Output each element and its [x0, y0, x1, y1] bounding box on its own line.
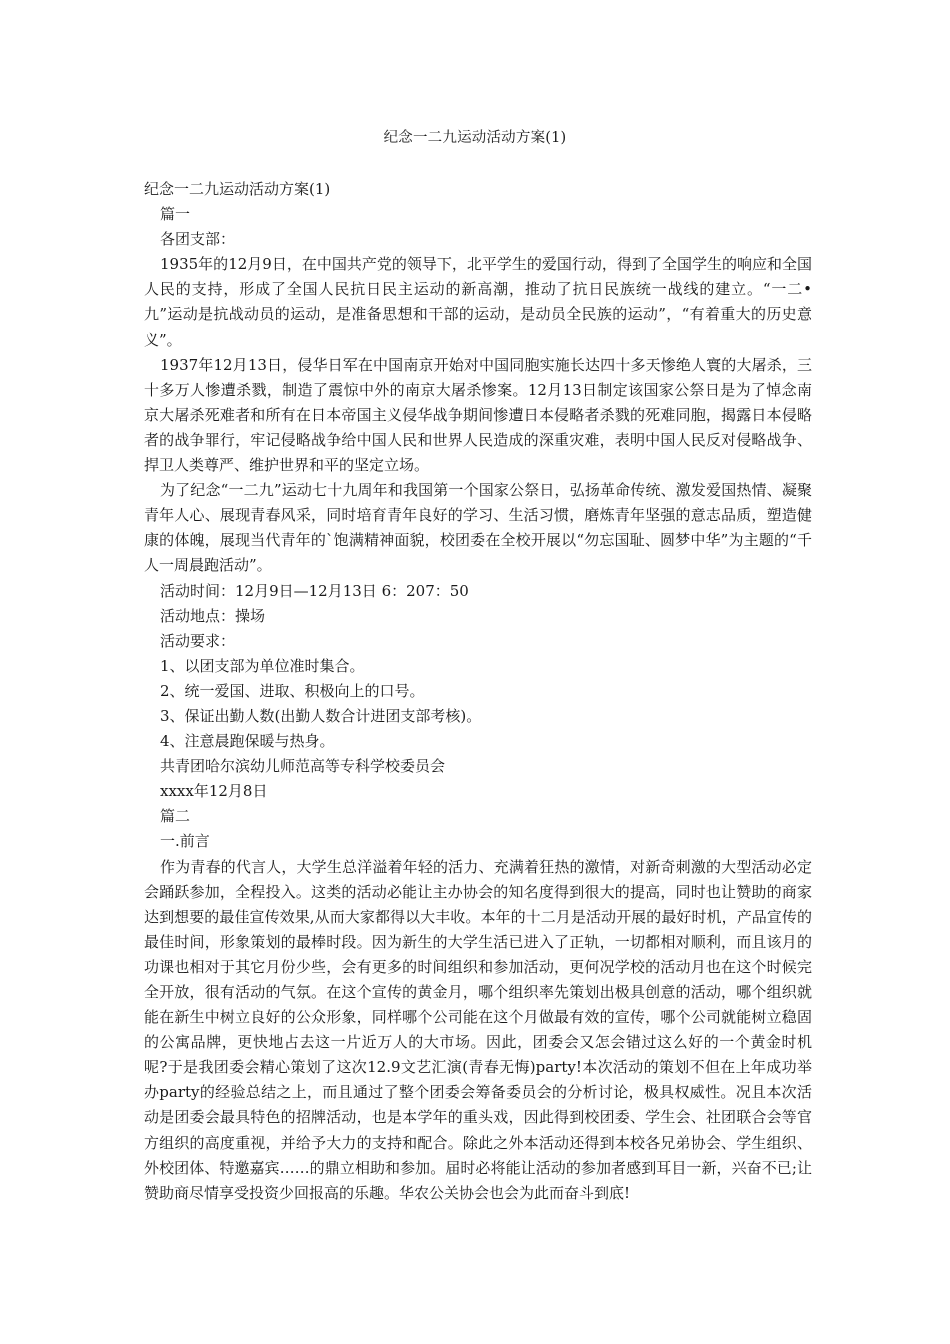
signature-date: xxxx年12月8日: [160, 782, 268, 801]
paragraph-preface: 作为青春的代言人，大学生总洋溢着年轻的活力、充满着狂热的激情，对新奇刺激的大型活动必定会踊跃参加，全程投入。这类的活动必能让主办协会的知名度得到很大的提高，同时也让赞助的商家达到想要的最佳宣传效果,从而大家都得以大丰收。本年的十二月是活动开展的最好时机，产品宣传的最佳时间，形象策划的最棒时段。因为新生的大学生活已进入了正轨，一切都相对顺利，而且该月的功课也相对于其它月份少些，会有更多的时间组织和参加活动，更何况学校的活动月也在这个时候完全开放，很有活动的气氛。在这个宣传的黄金月，哪个组织率先策划出极具创意的活动，哪个组织就能在新生中树立良好的公众形象，同样哪个公司能在这个月做最有效的宣传，哪个公司就能树立稳固的公寓品牌，更快地占去这一片近万人的大市场。因此，团委会又怎会错过这么好的一个黄金时机呢?于是我团委会精心策划了这次12.9文艺汇演(青春无悔)party!本次活动的策划不但在上年成功举办party的经验总结之上，而且通过了整个团委会筹备委员会的分析讨论，极具权威性。况且本次活动是团委会最具特色的招牌活动，也是本学年的重头戏，因此得到校团委、学生会、社团联合会等官方组织的高度重视，并给予大力的支持和配合。除此之外本活动还得到本校各兄弟协会、学生组织、外校团体、特邀嘉宾……的鼎立相助和参加。届时必将能让活动的参加者感到耳目一新，兴奋不已;让赞助商尽情享受投资少回报高的乐趣。华农公关协会也会为此而奋斗到底!: [144, 857, 812, 1202]
document-heading: 纪念一二九运动活动方案(1): [144, 180, 331, 198]
paragraph-1937: 1937年12月13日，侵华日军在中国南京开始对中国同胞实施长达四十多天惨绝人寰的大屠杀，三十多万人惨遭杀戮，制造了震惊中外的南京大屠杀惨案。12月13日制定该国家公祭日是为了悼念南京大屠杀死难者和所有在日本帝国主义侵华战争期间惨遭日本侵略者杀戮的死难同胞，揭露日本侵略者的战争罪行，牢记侵略战争给中国人民和世界人民造成的深重灾难，表明中国人民反对侵略战争、捍卫人类尊严、维护世界和平的坚定立场。: [144, 355, 812, 475]
document-body: [144, 177, 812, 1206]
requirement-item: 1、以团支部为单位准时集合。: [160, 656, 365, 675]
part-one-label: 篇一: [160, 205, 191, 224]
part-two-label: 篇二: [160, 807, 191, 826]
section-heading: 一.前言: [160, 832, 210, 851]
signature: 共青团哈尔滨幼儿师范高等专科学校委员会: [160, 757, 446, 776]
requirements-label: 活动要求：: [160, 631, 236, 650]
salutation: 各团支部：: [160, 230, 236, 249]
requirement-item: 2、统一爱国、进取、积极向上的口号。: [160, 681, 425, 700]
paragraph-purpose: 为了纪念“一二九”运动七十九周年和我国第一个国家公祭日，弘扬革命传统、激发爱国热情、凝聚青年人心、展现青春风采，同时培育青年良好的学习、生活习惯，磨炼青年坚强的意志品质，塑造健康的体魄，展现当代青年的`饱满精神面貌，校团委在全校开展以“勿忘国耻、圆梦中华”为主题的“千人一周晨跑活动”。: [144, 481, 812, 575]
activity-place: 活动地点：操场: [160, 606, 266, 625]
requirement-item: 4、注意晨跑保暖与热身。: [160, 732, 335, 751]
requirement-item: 3、保证出勤人数(出勤人数合计进团支部考核)。: [160, 706, 482, 725]
activity-time: 活动时间：12月9日—12月13日 6：207：50: [160, 581, 469, 600]
document-title: 纪念一二九运动活动方案(1): [383, 130, 567, 146]
paragraph-1935: 1935年的12月9日，在中国共产党的领导下，北平学生的爱国行动，得到了全国学生的响应和全国人民的支持，形成了全国人民抗日民主运动的新高潮，推动了抗日民族统一战线的建立。“一二•九”运动是抗战动员的运动，是准备思想和干部的运动，是动员全民族的运动”，“有着重大的历史意义”。: [144, 255, 812, 349]
